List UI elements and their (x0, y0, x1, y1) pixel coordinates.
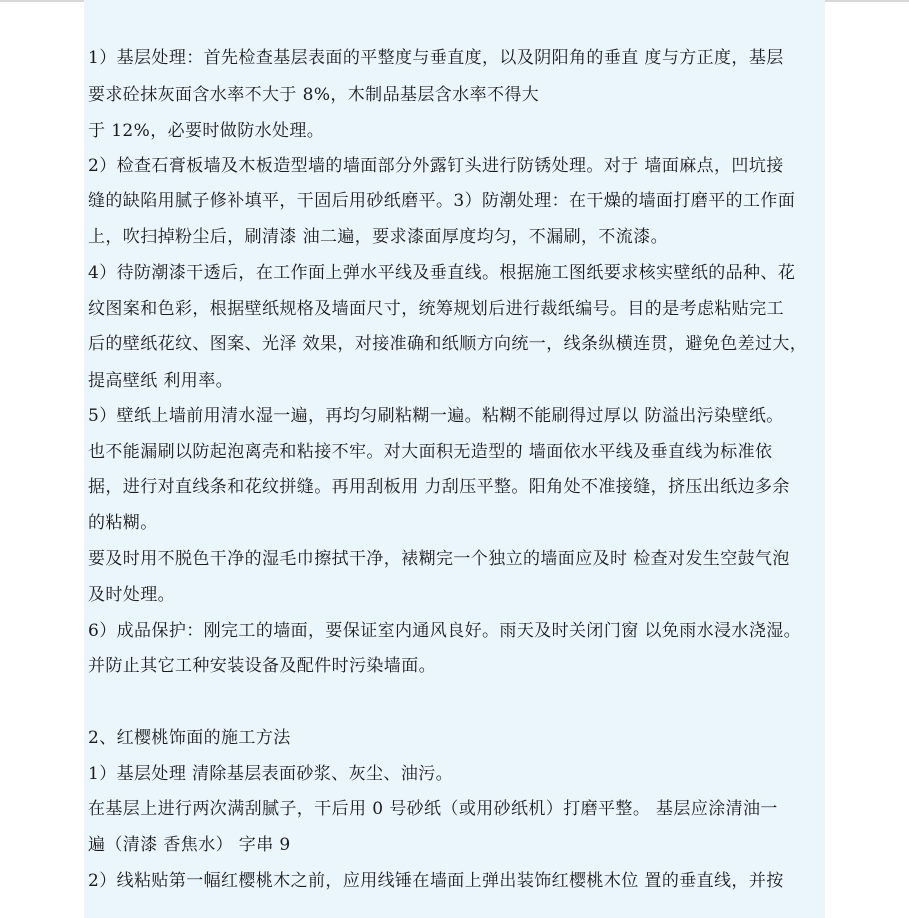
text-line: 缝的缺陷用腻子修补填平，干固后用砂纸磨平。3）防潮处理：在干燥的墙面打磨平的工作面 (88, 191, 796, 211)
text-line: 6）成品保护：刚完工的墙面，要保证室内通风良好。雨天及时关闭门窗 以免雨水浸水浇湿。 (88, 621, 802, 641)
text-line: 的粘糊。 (88, 513, 158, 533)
text-line: 后的壁纸花纹、图案、光泽 效果，对接准确和纸顺方向统一，线条纵横连贯，避免色差过大， (88, 334, 808, 354)
text-line: 4）待防潮漆干透后，在工作面上弹水平线及垂直线。根据施工图纸要求核实壁纸的品种、花 (88, 263, 796, 283)
text-line: 在基层上进行两次满刮腻子，干后用 0 号砂纸（或用砂纸机）打磨平整。 基层应涂清油一 (88, 799, 778, 819)
text-line: 要及时用不脱色干净的湿毛巾擦拭干净，裱糊完一个独立的墙面应及时 检查对发生空鼓气泡 (88, 549, 790, 569)
text-line: 纹图案和色彩，根据壁纸规格及墙面尺寸，统筹规划后进行裁纸编号。目的是考虑粘贴完工 (88, 299, 784, 319)
text-line: 于 12%，必要时做防水处理。 (88, 121, 325, 141)
text-line: 遍（清漆 香焦水） 字串 9 (88, 835, 291, 855)
section-heading: 2、红樱桃饰面的施工方法 (88, 728, 291, 748)
text-line: 提高壁纸 利用率。 (88, 371, 234, 391)
text-line: 及时处理。 (88, 585, 175, 605)
text-line: 1）基层处理 清除基层表面砂浆、灰尘、油污。 (88, 764, 454, 784)
text-line: 要求砼抹灰面含水率不大于 8%，木制品基层含水率不得大 (88, 85, 540, 105)
text-line: 1）基层处理：首先检查基层表面的平整度与垂直度，以及阴阳角的垂直 度与方正度，基层 (88, 48, 784, 68)
text-line: 5）壁纸上墙前用清水湿一遍，再均匀刷粘糊一遍。粘糊不能刷得过厚以 防溢出污染壁纸。 (88, 406, 784, 426)
text-line: 2）线粘贴第一幅红樱桃木之前，应用线锤在墙面上弹出装饰红樱桃木位 置的垂直线，并按 (88, 871, 784, 891)
text-line: 并防止其它工种安装设备及配件时污染墙面。 (88, 656, 436, 676)
text-line: 上，吹扫掉粉尘后，刷清漆 油二遍，要求漆面厚度均匀，不漏刷，不流漆。 (88, 227, 669, 247)
text-line: 也不能漏刷以防起泡离壳和粘接不牢。对大面积无造型的 墙面依水平线及垂直线为标准依 (88, 442, 773, 462)
text-line: 据，进行对直线条和花纹拼缝。再用刮板用 力刮压平整。阳角处不准接缝，挤压出纸边多余 (88, 477, 790, 497)
text-line: 2）检查石膏板墙及木板造型墙的墙面部分外露钉头进行防锈处理。对于 墙面麻点，凹坑接 (88, 156, 784, 176)
